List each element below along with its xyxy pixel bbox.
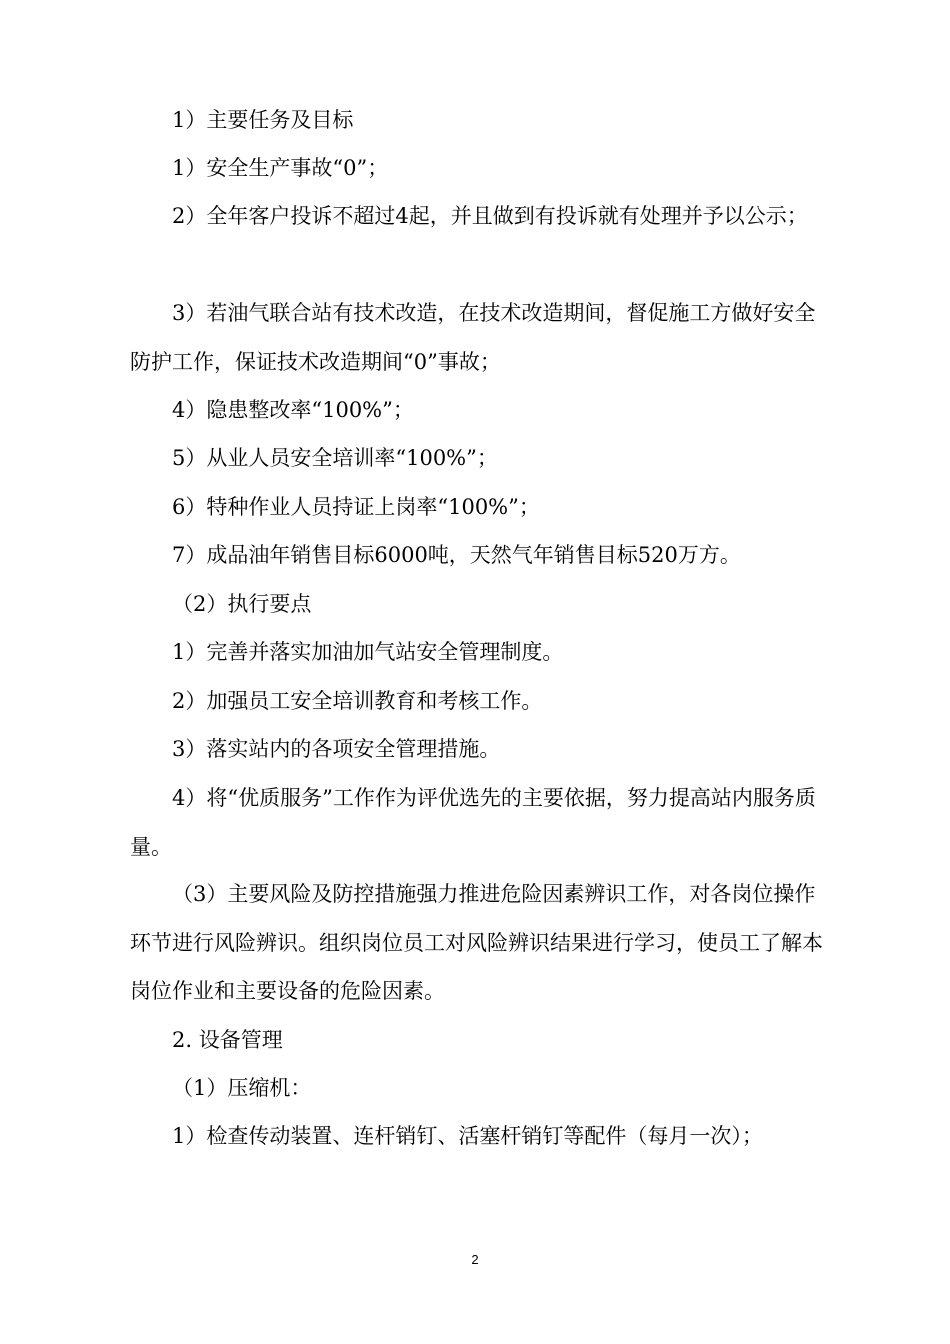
paragraph-item: 2）加强员工安全培训教育和考核工作。 xyxy=(172,689,543,713)
paragraph-item: 3）若油气联合站有技术改造，在技术改造期间，督促施工方做好安全防护工作，保证技术改造期间“0”事故； xyxy=(130,301,816,374)
paragraph-item: 1）检查传动装置、连杆销钉、活塞杆销钉等配件（每月一次）； xyxy=(172,1124,763,1148)
paragraph-section-heading: 1）主要任务及目标 xyxy=(172,108,354,132)
paragraph-item: 6）特种作业人员持证上岗率“100%”； xyxy=(172,495,540,519)
paragraph-item: 7）成品油年销售目标6000吨，天然气年销售目标520万方。 xyxy=(172,543,741,567)
paragraph-section-heading: 2. 设备管理 xyxy=(172,1028,283,1052)
paragraph-item: 4）隐患整改率“100%”； xyxy=(172,398,414,422)
paragraph-item: 1）完善并落实加油加气站安全管理制度。 xyxy=(172,640,564,664)
paragraph-subheading: （1）压缩机： xyxy=(172,1076,312,1100)
paragraph-subheading: （2）执行要点 xyxy=(172,592,312,616)
page-number: 2 xyxy=(471,1252,479,1267)
paragraph-risk: （3）主要风险及防控措施强力推进危险因素辨识工作，对各岗位操作环节进行风险辨识。组织岗位员工对风险辨识结果进行学习，使员工了解本岗位作业和主要设备的危险因素。 xyxy=(130,882,823,1003)
paragraph-item: 2）全年客户投诉不超过4起，并且做到有投诉就有处理并予以公示； xyxy=(172,204,808,228)
paragraph-item: 4）将“优质服务”工作作为评优选先的主要依据，努力提高站内服务质量。 xyxy=(130,786,816,859)
paragraph-item: 1）安全生产事故“0”； xyxy=(172,156,389,180)
paragraph-item: 5）从业人员安全培训率“100%”； xyxy=(172,446,498,470)
paragraph-item: 3）落实站内的各项安全管理措施。 xyxy=(172,737,501,761)
